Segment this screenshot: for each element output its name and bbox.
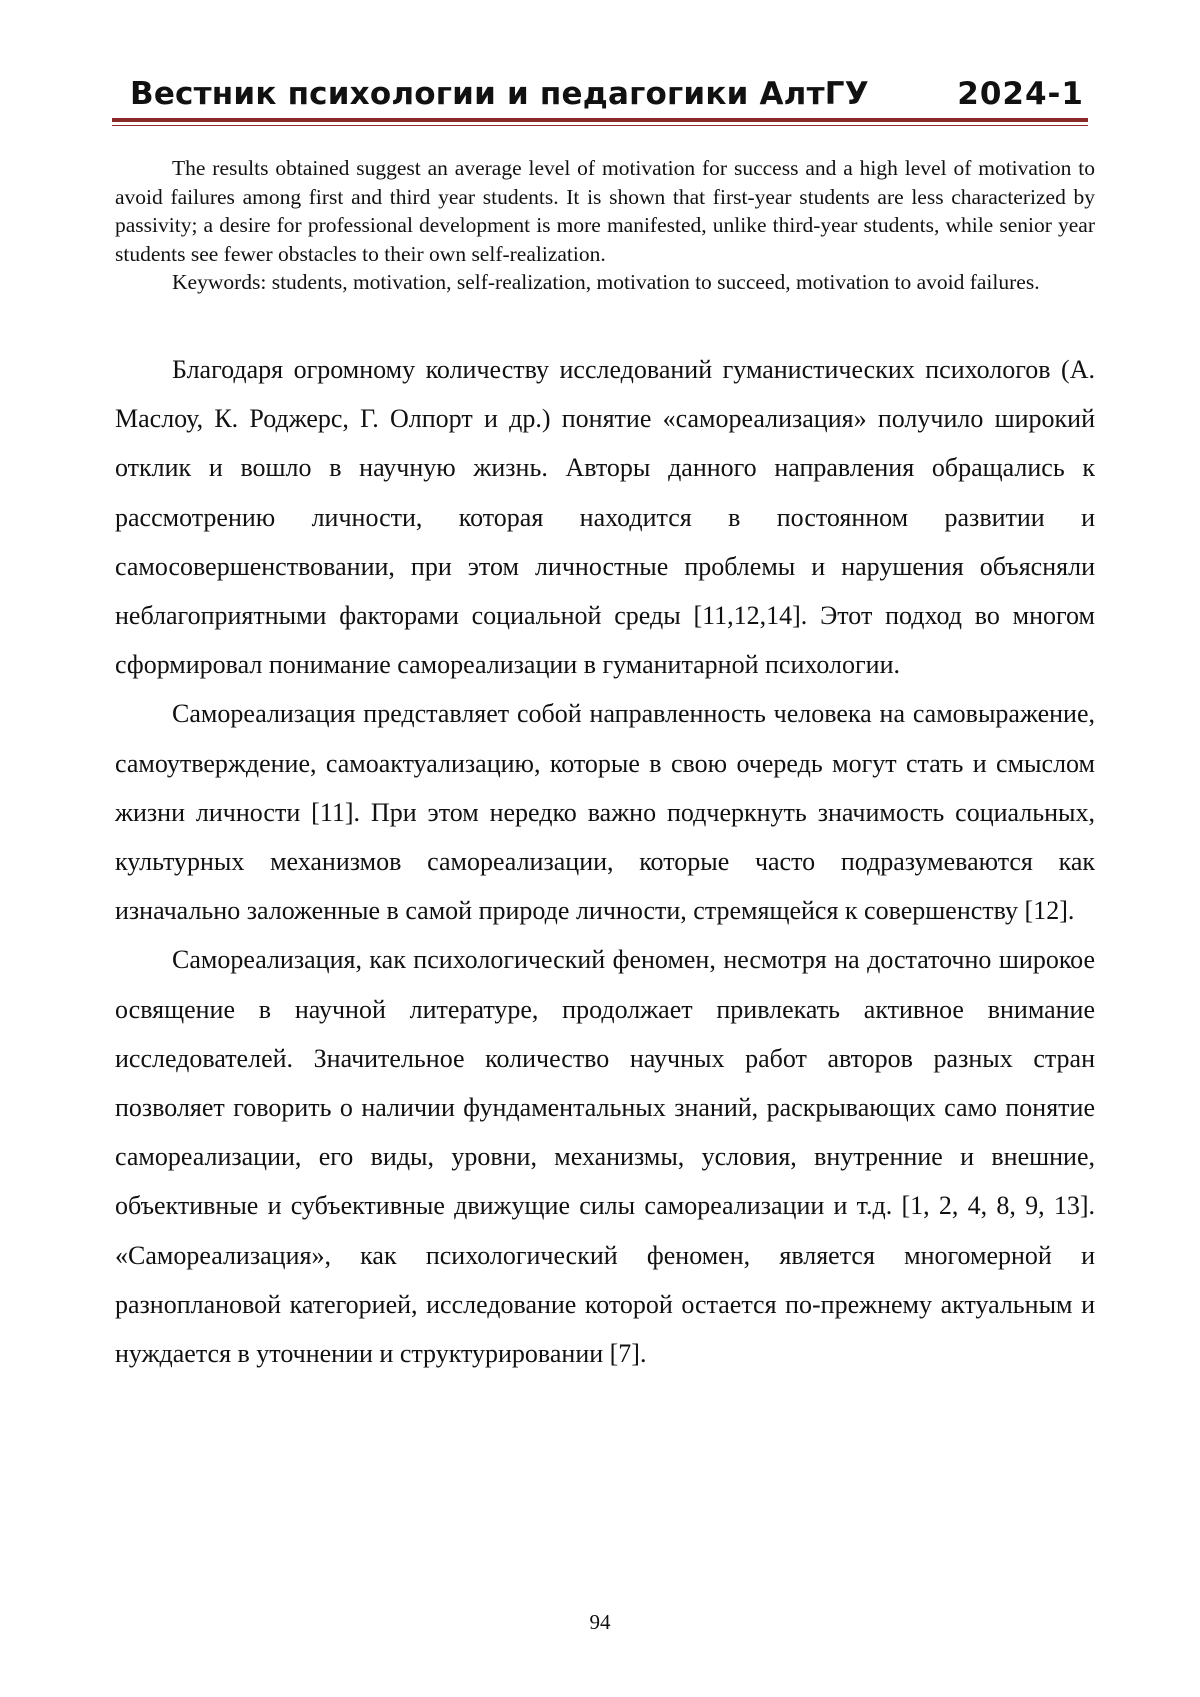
header-rule-thick [112, 118, 1088, 122]
keywords-paragraph: Keywords: students, motivation, self-realization, motivation to succeed, motivation to avoid failures. [115, 268, 1095, 297]
article-body [115, 345, 1095, 1378]
journal-title: Вестник психологии и педагогики АлтГУ [130, 76, 869, 112]
body-paragraph: Благодаря огромному количеству исследований гуманистических психологов (А. Маслоу, К. Роджерс, Г. Олпорт и др.) понятие «самореализация» получило широкий отклик и вошло в научную жизнь. Авторы данного направления обращались к рассмотрению личности, которая находится в постоянном развитии и самосовершенствовании, при этом личностные проблемы и нарушения объясняли неблагоприятными факторами социальной среды [11,12,14]. Этот подход во многом сформировал понимание самореализации в гуманитарной психологии. [115, 345, 1095, 689]
page-header [112, 68, 1088, 118]
body-paragraph: Самореализация, как психологический феномен, несмотря на достаточно широкое освящение в научной литературе, продолжает привлекать активное внимание исследователей. Значительное количество научных работ авторов разных стран позволяет говорить о наличии фундаментальных знаний, раскрывающих само понятие самореализации, его виды, уровни, механизмы, условия, внутренние и внешние, объективные и субъективные движущие силы самореализации и т.д. [1, 2, 4, 8, 9, 13]. «Самореализация», как психологический феномен, является многомерной и разноплановой категорией, исследование которой остается по-прежнему актуальным и нуждается в уточнении и структурировании [7]. [115, 935, 1095, 1378]
body-paragraph: Самореализация представляет собой направленность человека на самовыражение, самоутверждение, самоактуализацию, которые в свою очередь могут стать и смыслом жизни личности [11]. При этом нередко важно подчеркнуть значимость социальных, культурных механизмов самореализации, которые часто подразумеваются как изначально заложенные в самой природе личности, стремящейся к совершенству [12]. [115, 689, 1095, 935]
header-rule-thin [112, 125, 1088, 126]
abstract [115, 154, 1095, 297]
issue-number: 2024-1 [957, 76, 1084, 112]
page-number: 94 [0, 1610, 1200, 1635]
abstract-paragraph: The results obtained suggest an average level of motivation for success and a high level of motivation to avoid failures among first and third year students. It is shown that first-year students are less characterized by passivity; a desire for professional development is more manifested, unlike third-year students, while senior year students see fewer obstacles to their own self-realization. [115, 154, 1095, 268]
